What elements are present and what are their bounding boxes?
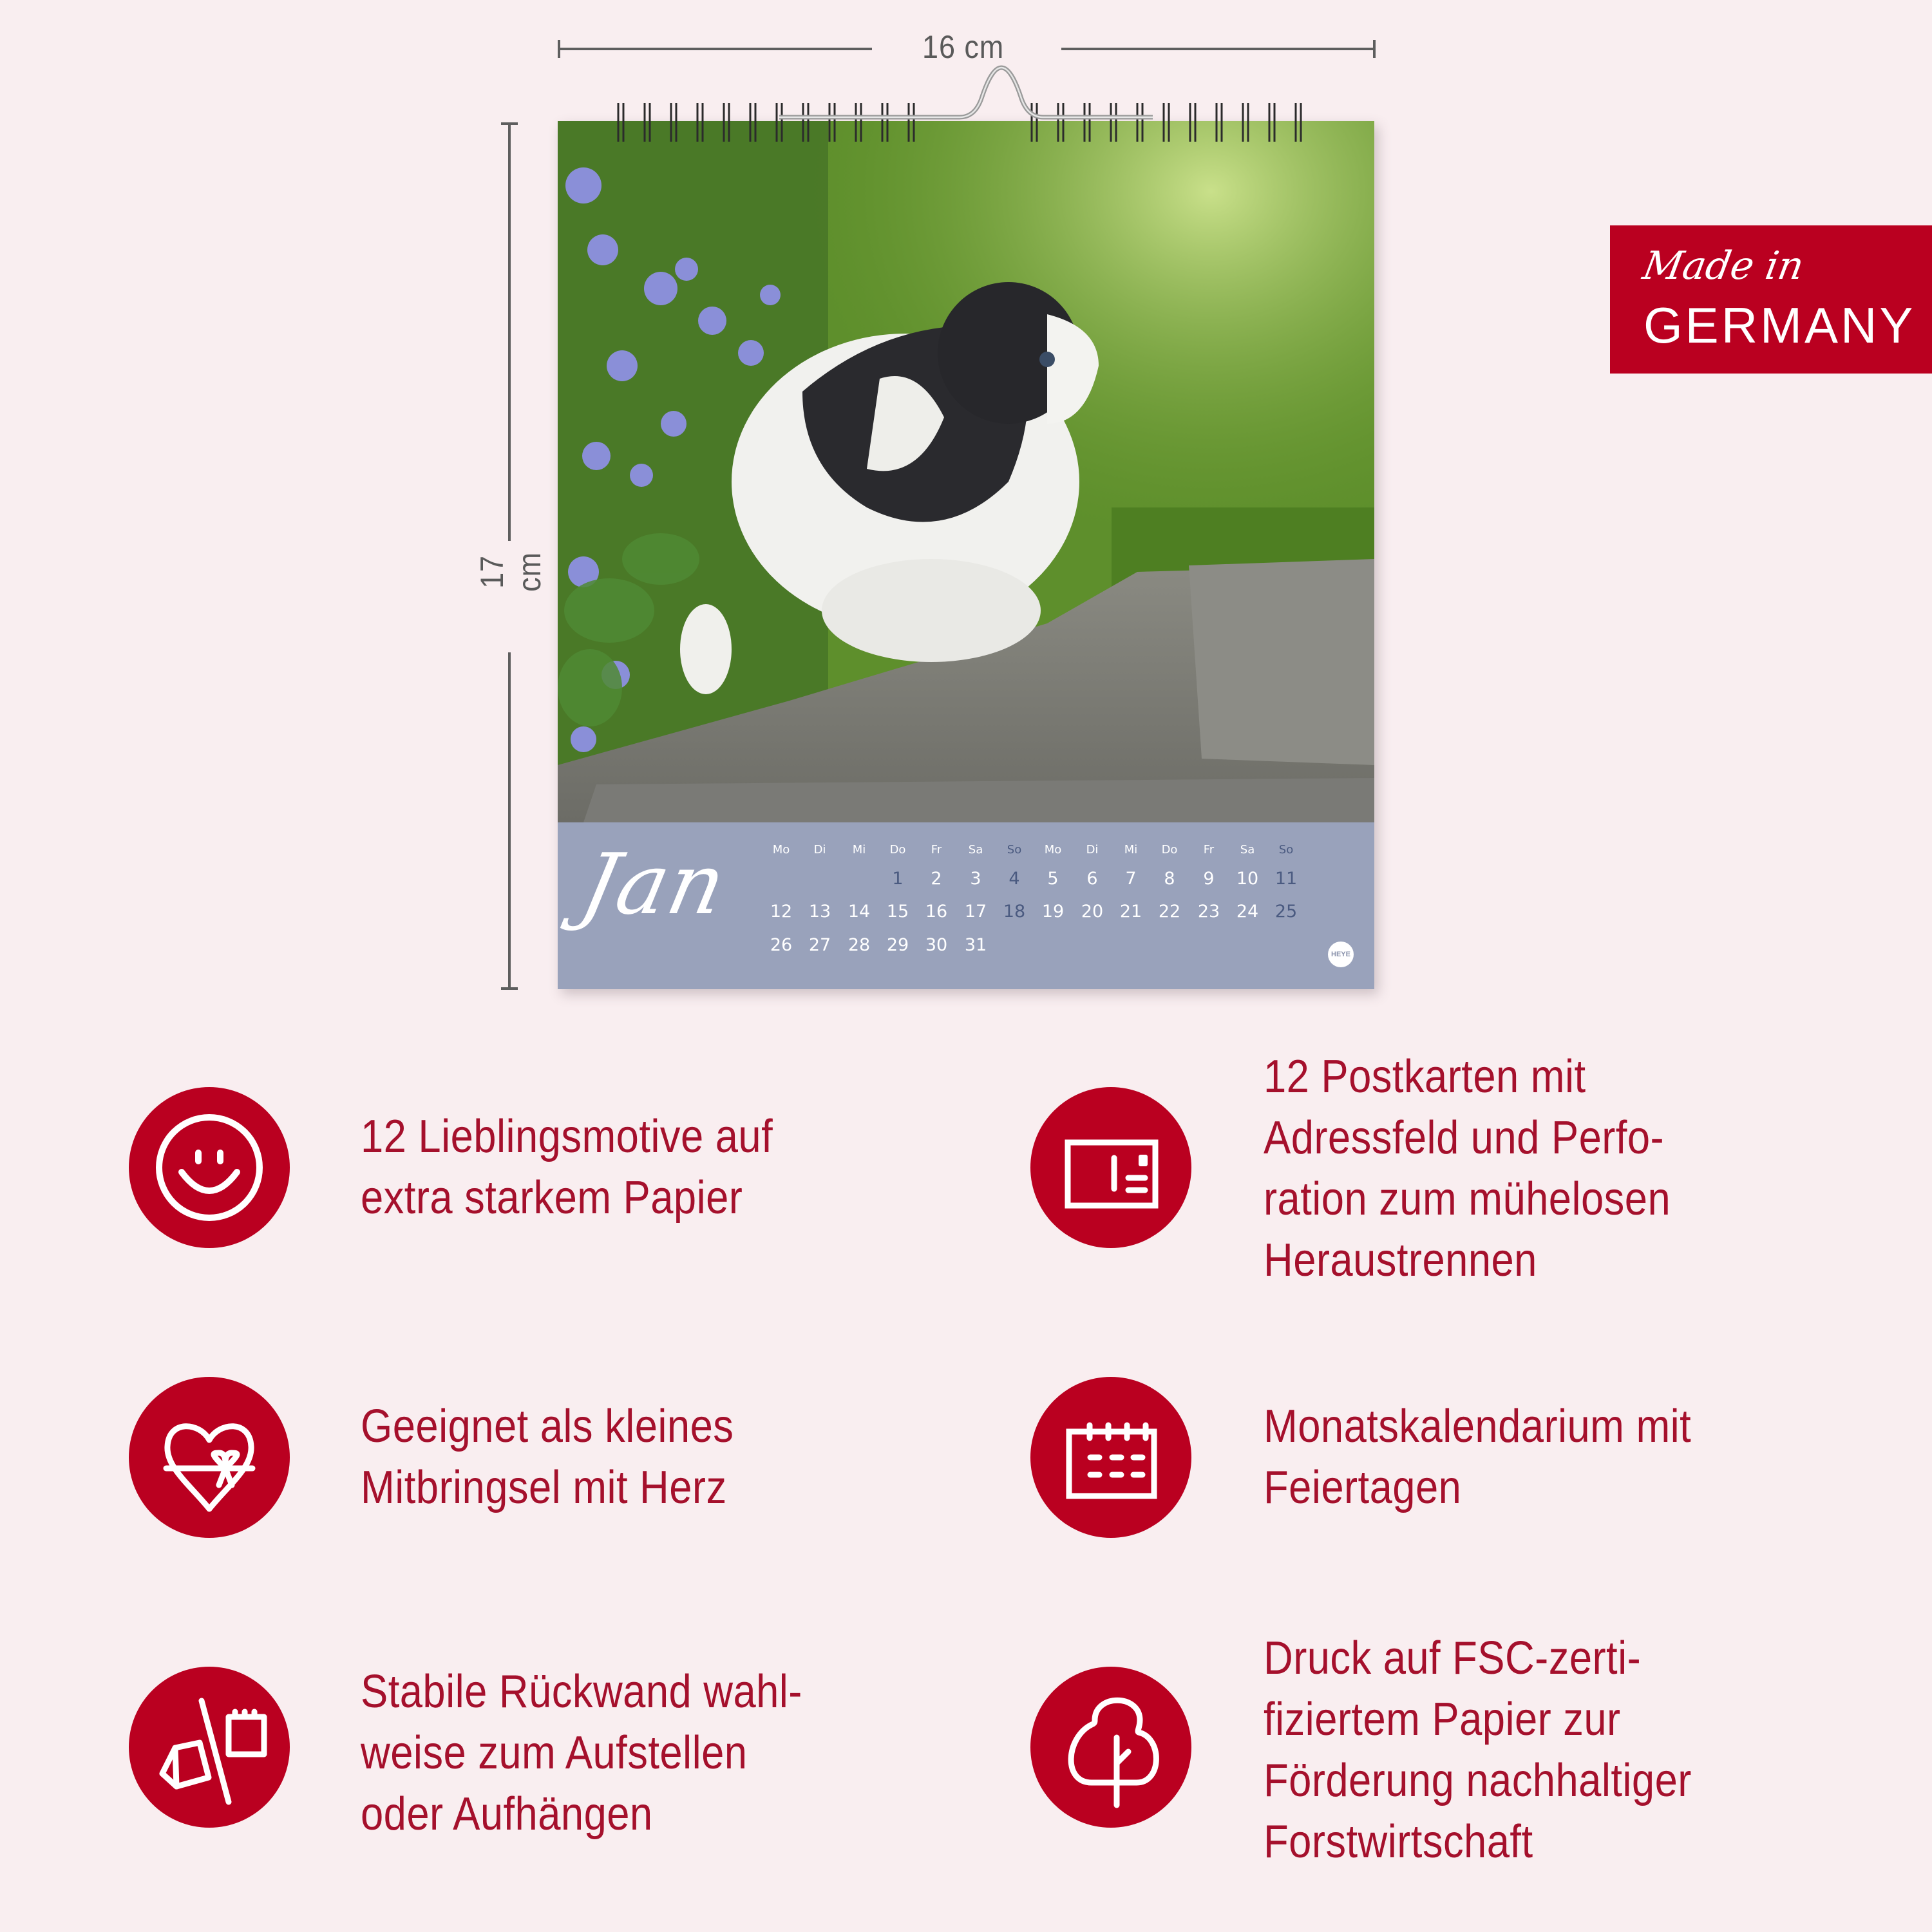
weekday-header: Sa	[968, 843, 983, 857]
postcard-icon	[1030, 1087, 1191, 1248]
width-dimension-line-left	[558, 48, 872, 50]
calendar-day-sunday: 18	[1003, 902, 1026, 922]
calendar-month-strip	[558, 822, 1374, 989]
calendar-icon	[1030, 1377, 1191, 1538]
weekday-header: Mo	[772, 843, 790, 857]
height-dimension-line-bottom	[508, 652, 511, 989]
calendar-day: 24	[1236, 902, 1259, 922]
smiley-icon	[129, 1087, 290, 1248]
feature-text: Monatskalendarium mit Feiertagen	[1264, 1401, 1692, 1513]
calendar-day-sunday: 11	[1274, 869, 1298, 889]
badge-script-text: Made in	[1639, 243, 1808, 289]
calendar-day-holiday: 1	[892, 869, 904, 889]
feature-text: Druck auf FSC-zerti- fiziertem Papier zur Förderung nachhaltiger Forstwirtschaft	[1264, 1633, 1692, 1868]
height-dimension-tick-bottom	[501, 987, 518, 990]
tree-icon	[1030, 1667, 1191, 1828]
calendar-day: 7	[1125, 869, 1137, 889]
calendar-day: 20	[1081, 902, 1104, 922]
calendar-day: 3	[970, 869, 981, 889]
weekday-header-sunday: So	[1007, 843, 1022, 857]
guinea-pig-photo-illustration	[558, 121, 1374, 822]
calendar-day: 5	[1047, 869, 1059, 889]
calendar-day: 19	[1041, 902, 1065, 922]
weekday-header: Di	[1086, 843, 1099, 857]
calendar-day: 17	[964, 902, 987, 922]
calendar-day: 21	[1119, 902, 1142, 922]
feature-text: Stabile Rückwand wahl- weise zum Aufstellen oder Aufhängen	[361, 1666, 802, 1840]
weekday-header: Mo	[1044, 843, 1062, 857]
badge-main-text: GERMANY	[1643, 297, 1916, 354]
calendar-day: 6	[1086, 869, 1098, 889]
month-name: Jan	[573, 835, 735, 933]
calendar-day: 29	[886, 935, 909, 955]
calendar-day: 13	[808, 902, 831, 922]
calendar-day: 28	[848, 935, 871, 955]
calendar-mockup	[558, 121, 1374, 989]
spiral-binding-icon	[612, 64, 1320, 148]
calendar-day: 9	[1203, 869, 1215, 889]
weekday-header: Di	[813, 843, 826, 857]
calendar-day: 12	[770, 902, 793, 922]
width-dimension-label: 16 cm	[922, 29, 1005, 65]
made-in-germany-badge	[1610, 225, 1932, 374]
weekday-header: Mi	[1124, 843, 1138, 857]
calendar-day: 15	[886, 902, 909, 922]
weekday-header-sunday: So	[1278, 843, 1294, 857]
calendar-day: 10	[1236, 869, 1259, 889]
calendar-day: 2	[931, 869, 942, 889]
calendar-day: 23	[1197, 902, 1220, 922]
feature-text: 12 Lieblingsmotive auf extra starkem Papier	[361, 1111, 773, 1224]
weekday-header: Sa	[1240, 843, 1255, 857]
width-dimension-tick-left	[558, 40, 560, 58]
height-dimension-line-top	[508, 122, 511, 541]
height-dimension-label: 17 cm	[474, 552, 547, 592]
feature-text: Geeignet als kleines Mitbringsel mit Herz	[361, 1401, 734, 1513]
weekday-header: Mi	[852, 843, 866, 857]
weekday-header: Do	[889, 843, 906, 857]
heye-logo: HEYE	[1328, 942, 1354, 967]
feature-text: 12 Postkarten mit Adressfeld und Perfo- ration zum mühelosen Heraustrennen	[1264, 1051, 1671, 1286]
calendar-day: 22	[1158, 902, 1181, 922]
stand-or-hang-icon	[129, 1667, 290, 1828]
calendar-day: 8	[1164, 869, 1175, 889]
calendar-day: 30	[925, 935, 948, 955]
calendar-photo	[558, 121, 1374, 822]
calendar-day: 26	[770, 935, 793, 955]
calendar-day-sunday: 4	[1009, 869, 1020, 889]
width-dimension-tick-right	[1373, 40, 1376, 58]
calendar-day: 31	[964, 935, 987, 955]
calendar-day-sunday: 25	[1274, 902, 1298, 922]
weekday-header: Fr	[931, 843, 942, 857]
calendar-day: 27	[808, 935, 831, 955]
width-dimension-line-right	[1061, 48, 1376, 50]
calendar-day: 16	[925, 902, 948, 922]
heart-gift-icon	[129, 1377, 290, 1538]
calendar-day: 14	[848, 902, 871, 922]
weekday-header: Do	[1161, 843, 1178, 857]
weekday-header: Fr	[1203, 843, 1215, 857]
